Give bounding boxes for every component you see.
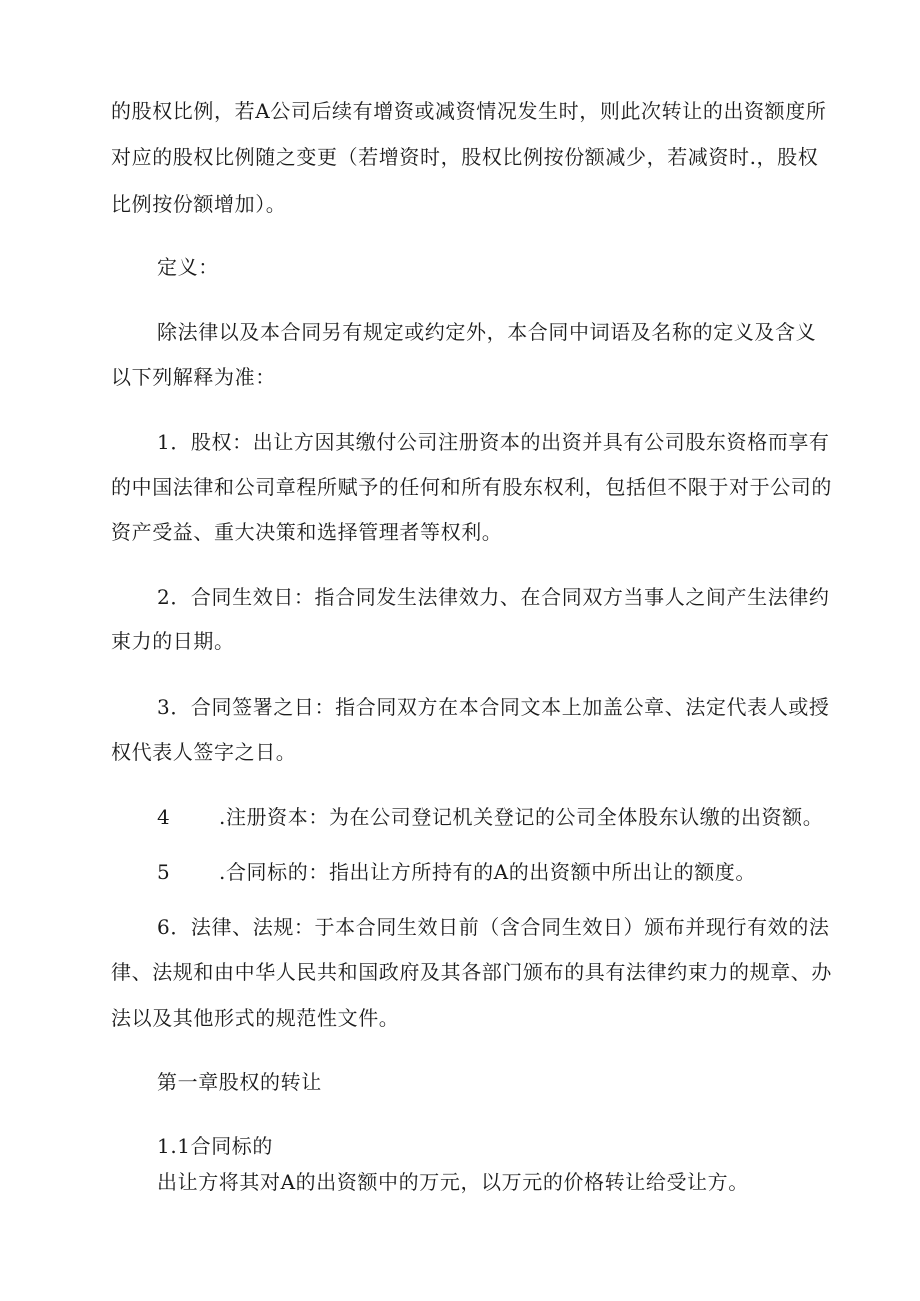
text-line: 出让方将其对A的出资额中的万元，以万元的价格转让给受让方。 — [157, 1170, 749, 1194]
text-line: 资产受益、重大决策和选择管理者等权利。 — [111, 520, 503, 544]
text-line: 束力的日期。 — [111, 629, 235, 653]
definition-item-4 — [157, 803, 823, 831]
text-line: 律、法规和由中华人民共和国政府及其各部门颁布的具有法律约束力的规章、办 — [111, 960, 832, 984]
item-text: .合同标的：指出让方所持有的A的出资额中所出让的额度。 — [219, 860, 757, 884]
text-line: 的中国法律和公司章程所赋予的任何和所有股东权利，包括但不限于对于公司的 — [111, 475, 832, 499]
subsection-heading: 1.1合同标的 — [157, 1134, 274, 1158]
text-line: 对应的股权比例随之变更（若增资时，股权比例按份额减少，若减资时.，股权 — [111, 145, 819, 169]
text-line: 的股权比例，若A公司后续有增资或减资情况发生时，则此次转让的出资额度所 — [111, 99, 827, 123]
text-line: 权代表人签字之日。 — [111, 740, 297, 764]
definition-item-2: 2．合同生效日：指合同发生法律效力、在合同双方当事人之间产生法律约 — [157, 585, 830, 609]
definition-item-5 — [157, 858, 756, 886]
item-text: .注册资本：为在公司登记机关登记的公司全体股东认缴的出资额。 — [219, 805, 824, 829]
text-line: 以下列解释为准： — [111, 365, 276, 389]
text-line: 除法律以及本合同另有规定或约定外，本合同中词语及名称的定义及含义 — [157, 320, 817, 344]
section-heading-definitions: 定义： — [157, 255, 219, 279]
text-line: 法以及其他形式的规范性文件。 — [111, 1006, 400, 1030]
item-number: 5 — [157, 860, 171, 884]
item-number: 4 — [157, 805, 171, 829]
definition-item-6: 6．法律、法规：于本合同生效日前（含合同生效日）颁布并现行有效的法 — [157, 915, 830, 939]
text-line: 比例按份额增加）。 — [111, 192, 287, 216]
definition-item-3: 3．合同签署之日：指合同双方在本合同文本上加盖公章、法定代表人或授 — [157, 695, 830, 719]
chapter-heading: 第一章股权的转让 — [157, 1070, 322, 1094]
definition-item-1: 1．股权：出让方因其缴付公司注册资本的出资并具有公司股东资格而享有 — [157, 430, 830, 454]
